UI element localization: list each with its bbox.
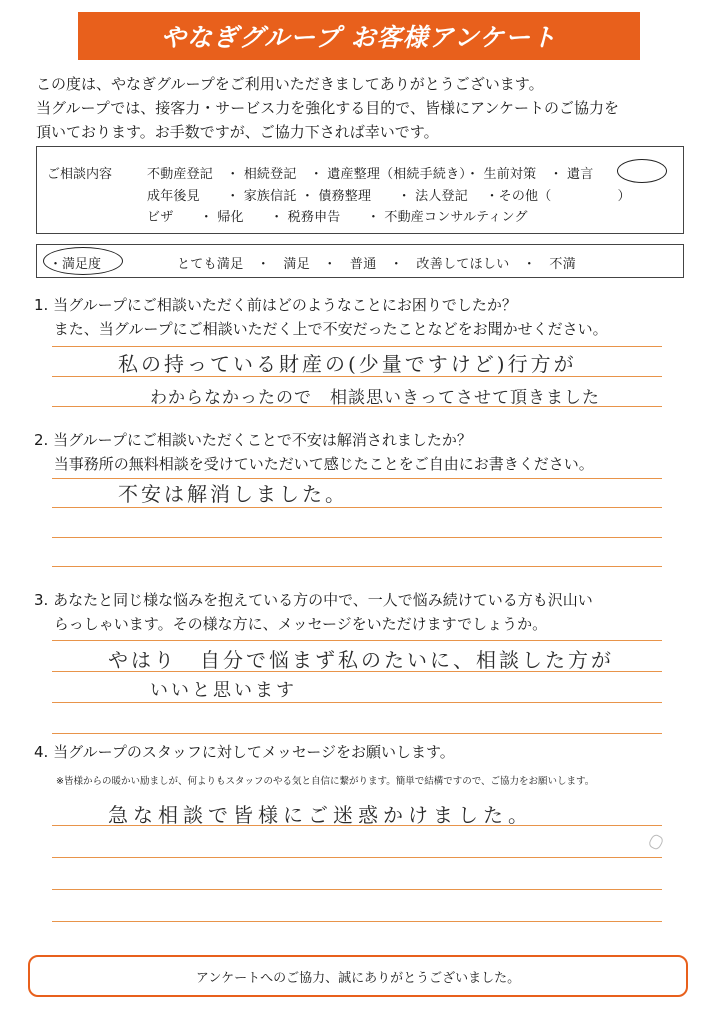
answer-line [52,566,662,567]
survey-title: やなぎグループ お客様アンケート [160,23,558,52]
answer-line [52,537,662,538]
question-line: 2. 当グループにご相談いただくことで不安は解消されましたか？ [34,431,472,449]
consultation-label: ご相談内容 [47,167,113,182]
answer-line [52,857,662,858]
question-3 [34,588,694,636]
handwritten-answer: 私の持っている財産の(少量ですけど)行方が [118,352,577,376]
handwritten-answer: やはり 自分で悩まず私のたいに、相談した方が [108,648,614,672]
intro-text [36,72,686,144]
pen-mark [647,833,664,851]
question-line: らっしゃいます。その様な方に、メッセージをいただけますでしょうか。 [34,615,548,633]
satisfaction-circle [43,247,123,275]
answer-line [52,921,662,922]
question-line: 1. 当グループにご相談いただく前はどのようなことにお困りでしたか？ [34,296,517,314]
thanks-box [28,955,688,997]
question-line: また、当グループにご相談いただく上で不安だったことなどをお聞かせください。 [34,320,608,338]
handwritten-answer: 急な相談で皆様にご迷惑かけました。 [108,803,533,827]
consultation-options-row: ビザ ・ 帰化 ・ 税務申告 ・ 不動産コンサルティング [147,210,528,225]
question-4 [34,740,694,764]
consultation-options-row: 成年後見 ・ 家族信託 ・ 債務整理 ・ 法人登記 ・その他（ ） [147,189,631,204]
answer-line [52,889,662,890]
intro-line: 当グループでは、接客力・サービス力を強化する目的で、皆様にアンケートのご協力を [36,99,620,117]
consultation-box [36,146,684,234]
question-1 [34,293,694,341]
answer-line [52,346,662,347]
handwritten-answer: いいと思います [150,680,297,701]
satisfaction-label: ・満足度 [49,257,102,272]
consultation-options-row: 不動産登記 ・ 相続登記 ・ 遺産整理（相続手続き）・ 生前対策 ・ 遺言 [147,167,594,182]
selected-option-circle [617,159,667,183]
intro-line: この度は、やなぎグループをご利用いただきましてありがとうございます。 [36,75,544,93]
answer-line [52,640,662,641]
handwritten-answer: わからなかったので 相談思いきってさせて頂きました [150,388,600,408]
question-line: 4. 当グループのスタッフに対してメッセージをお願いします。 [34,743,455,761]
question-line: 当事務所の無料相談を受けていただいて感じたことをご自由にお書きください。 [34,455,594,473]
handwritten-answer: 不安は解消しました。 [118,482,348,506]
satisfaction-options: とても満足 ・ 満足 ・ 普通 ・ 改善してほしい ・ 不満 [177,257,577,272]
intro-line: 頂いております。お手数ですが、ご協力下されば幸いです。 [36,123,439,141]
answer-line [52,507,662,508]
thanks-text: アンケートへのご協力、誠にありがとうございました。 [195,970,521,986]
question-2 [34,428,694,476]
answer-line [52,733,662,734]
question-line: 3. あなたと同じ様な悩みを抱えている方の中で、一人で悩み続けている方も沢山い [34,591,593,609]
satisfaction-box [36,244,684,278]
answer-line [52,702,662,703]
question-4-note: ※皆様からの暖かい励ましが、何よりもスタッフのやる気と自信に繋がります。簡単で結構ですので、ご協力をお願いします。 [56,776,595,787]
survey-title-banner [78,12,640,60]
